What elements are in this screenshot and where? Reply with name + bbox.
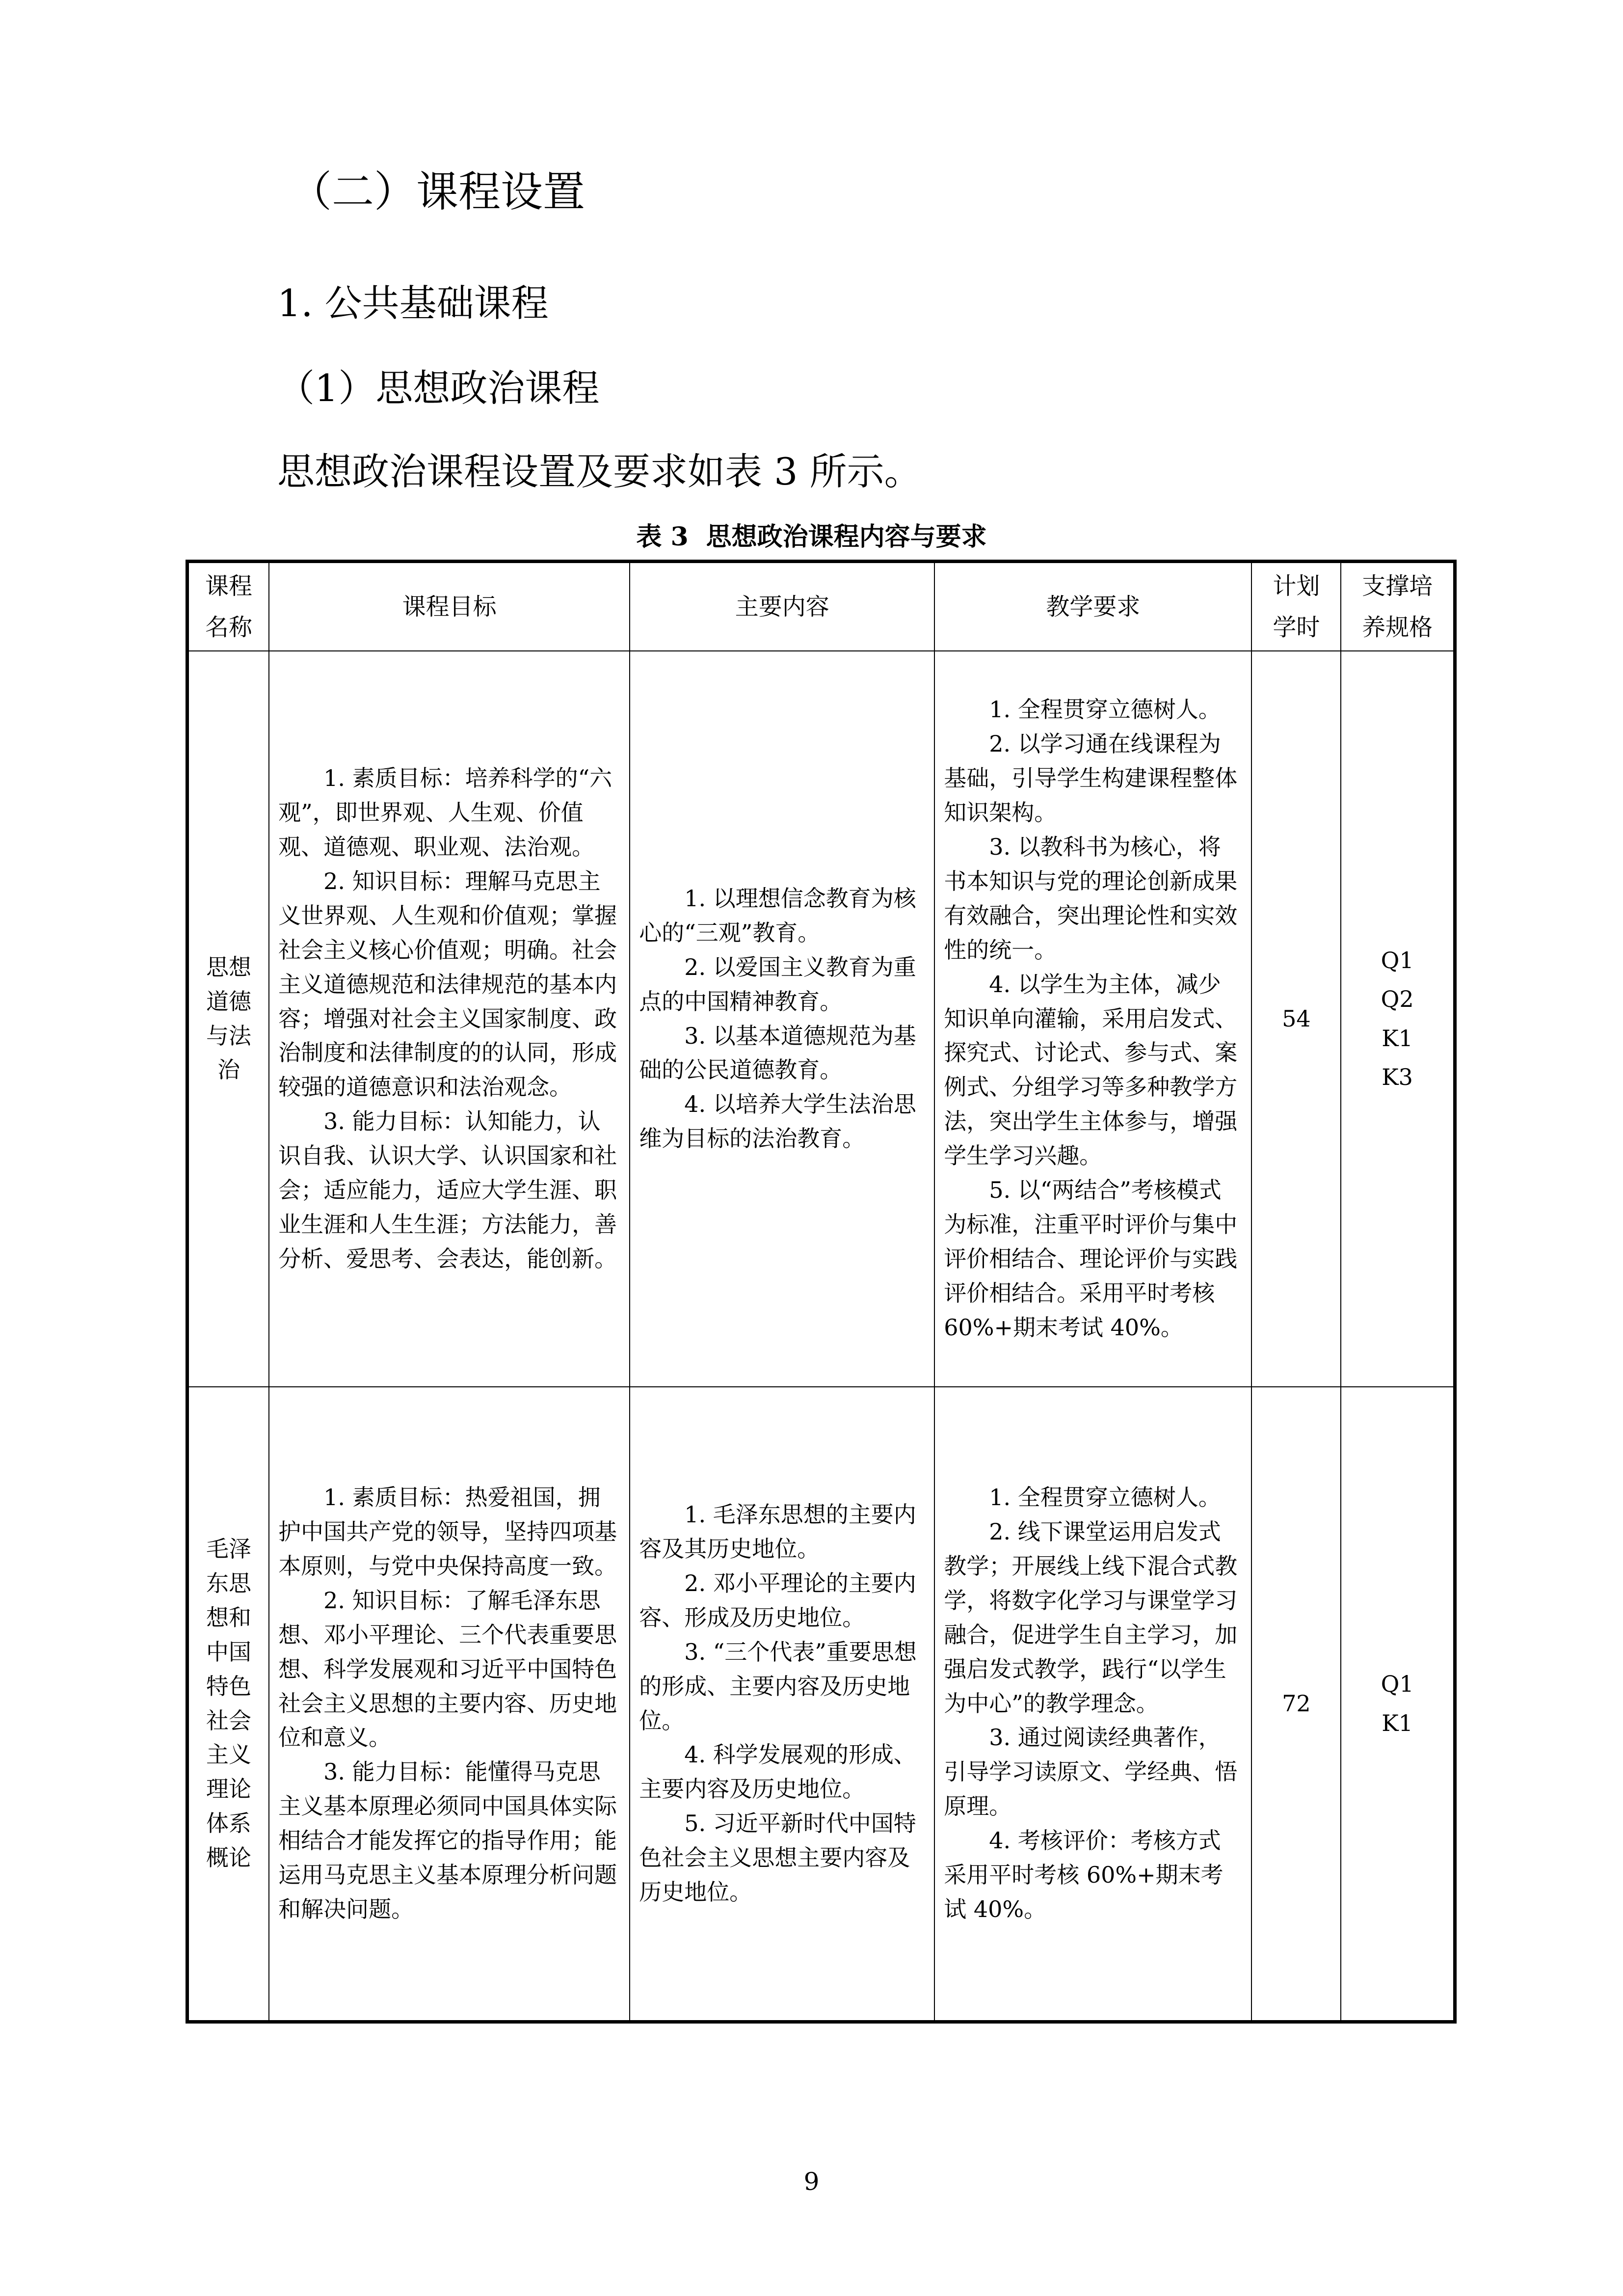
teaching-requirements-cell bbox=[934, 1387, 1251, 2022]
content-item: 3. “三个代表”重要思想的形成、主要内容及历史地位。 bbox=[639, 1638, 917, 1734]
spec-code: Q1 bbox=[1381, 946, 1414, 973]
main-content-cell bbox=[630, 1387, 934, 2022]
content-item: 3. 以基本道德规范为基础的公民道德教育。 bbox=[639, 1022, 916, 1083]
teaching-requirements-cell bbox=[934, 651, 1251, 1387]
subsection-heading: 1. 公共基础课程 bbox=[277, 281, 549, 325]
planned-hours-cell: 72 bbox=[1251, 1387, 1341, 2022]
content-item: 2. 以爱国主义教育为重点的中国精神教育。 bbox=[639, 953, 916, 1015]
requirement-item: 1. 全程贯穿立德树人。 bbox=[989, 1484, 1221, 1511]
header-main-content: 主要内容 bbox=[630, 562, 934, 651]
table-header-row bbox=[187, 562, 1455, 651]
requirement-item: 2. 以学习通在线课程为基础，引导学生构建课程整体知识架构。 bbox=[944, 730, 1238, 826]
course-name-cell bbox=[187, 651, 269, 1387]
objective-item: 1. 素质目标：热爱祖国，拥护中国共产党的领导，坚持四项基本原则，与党中央保持高度一致。 bbox=[278, 1484, 617, 1579]
spec-code: Q2 bbox=[1381, 986, 1414, 1013]
table-caption bbox=[0, 522, 1623, 552]
objective-item: 3. 能力目标：认知能力，认识自我、认识大学、认识国家和社会；适应能力，适应大学生涯、职业生涯和人生生涯；方法能力，善分析、爱思考、会表达，能创新。 bbox=[278, 1108, 617, 1272]
main-content-cell bbox=[630, 651, 934, 1387]
table-caption-number: 表 3 bbox=[636, 522, 689, 552]
table-caption-title: 思想政治课程内容与要求 bbox=[706, 522, 987, 552]
content-item: 1. 以理想信念教育为核心的“三观”教育。 bbox=[639, 885, 916, 946]
objective-item: 1. 素质目标：培养科学的“六观”，即世界观、人生观、价值观、道德观、职业观、法治观。 bbox=[278, 765, 612, 861]
spec-code: K1 bbox=[1382, 1025, 1413, 1052]
requirement-item: 3. 通过阅读经典著作，引导学习读原文、学经典、悟原理。 bbox=[944, 1724, 1238, 1820]
table-row bbox=[187, 651, 1455, 1387]
course-table bbox=[186, 560, 1457, 2024]
supported-specs-cell bbox=[1341, 1387, 1455, 2022]
page-number: 9 bbox=[803, 2167, 820, 2196]
content-item: 2. 邓小平理论的主要内容、形成及历史地位。 bbox=[639, 1569, 916, 1631]
spec-code: K3 bbox=[1382, 1063, 1413, 1090]
planned-hours-cell: 54 bbox=[1251, 651, 1341, 1387]
requirement-item: 5. 以“两结合”考核模式为标准，注重平时评价与集中评价相结合、理论评价与实践评价相结合。采用平时考核 60%+期末考试 40%。 bbox=[944, 1177, 1238, 1341]
section-heading: （二）课程设置 bbox=[290, 167, 585, 216]
header-supported-specs: 支撑培养规格 bbox=[1341, 562, 1455, 651]
requirement-item: 4. 以学生为主体，减少知识单向灌输，采用启发式、探究式、讨论式、参与式、案例式、分组学习等多种教学方法，突出学生主体参与，增强学生学习兴趣。 bbox=[944, 971, 1238, 1169]
header-course-objectives: 课程目标 bbox=[269, 562, 630, 651]
content-item: 5. 习近平新时代中国特色社会主义思想主要内容及历史地位。 bbox=[639, 1810, 916, 1906]
requirement-item: 2. 线下课堂运用启发式教学；开展线上线下混合式教学，将数字化学习与课堂学习融合，促进学生自主学习，加强启发式教学，践行“以学生为中心”的教学理念。 bbox=[944, 1518, 1238, 1717]
spec-code: Q1 bbox=[1381, 1671, 1414, 1698]
intro-paragraph: 思想政治课程设置及要求如表 3 所示。 bbox=[277, 450, 922, 493]
course-objectives-cell bbox=[269, 1387, 630, 2022]
objective-item: 3. 能力目标：能懂得马克思主义基本原理必须同中国具体实际相结合才能发挥它的指导作用；能运用马克思主义基本原理分析问题和解决问题。 bbox=[278, 1758, 617, 1922]
spec-code: K1 bbox=[1382, 1709, 1413, 1736]
header-teaching-requirements: 教学要求 bbox=[934, 562, 1251, 651]
content-item: 4. 科学发展观的形成、主要内容及历史地位。 bbox=[639, 1741, 916, 1803]
course-name-cell bbox=[187, 1387, 269, 2022]
header-course-name: 课程名称 bbox=[187, 562, 269, 651]
course-name: 毛泽东思想和中国特色社会主义理论体系概论 bbox=[206, 1535, 252, 1871]
subsubsection-heading: （1）思想政治课程 bbox=[277, 366, 600, 410]
supported-specs-cell bbox=[1341, 651, 1455, 1387]
requirement-item: 1. 全程贯穿立德树人。 bbox=[989, 696, 1221, 723]
requirement-item: 4. 考核评价：考核方式采用平时考核 60%+期末考试 40%。 bbox=[944, 1827, 1224, 1922]
course-objectives-cell bbox=[269, 651, 630, 1387]
header-planned-hours: 计划学时 bbox=[1251, 562, 1341, 651]
objective-item: 2. 知识目标：了解毛泽东思想、邓小平理论、三个代表重要思想、科学发展观和习近平中国特色社会主义思想的主要内容、历史地位和意义。 bbox=[278, 1587, 617, 1751]
course-name: 思想道德与法治 bbox=[206, 953, 252, 1083]
requirement-item: 3. 以教科书为核心，将书本知识与党的理论创新成果有效融合，突出理论性和实效性的统一。 bbox=[944, 834, 1238, 963]
content-item: 4. 以培养大学生法治思维为目标的法治教育。 bbox=[639, 1091, 916, 1152]
content-item: 1. 毛泽东思想的主要内容及其历史地位。 bbox=[639, 1501, 916, 1562]
objective-item: 2. 知识目标：理解马克思主义世界观、人生观和价值观；掌握社会主义核心价值观；明确。社会主义道德规范和法律规范的基本内容；增强对社会主义国家制度、政治制度和法律制度的的认同，形成较强的道德意识和法治观念。 bbox=[278, 867, 617, 1101]
table-row bbox=[187, 1387, 1455, 2022]
